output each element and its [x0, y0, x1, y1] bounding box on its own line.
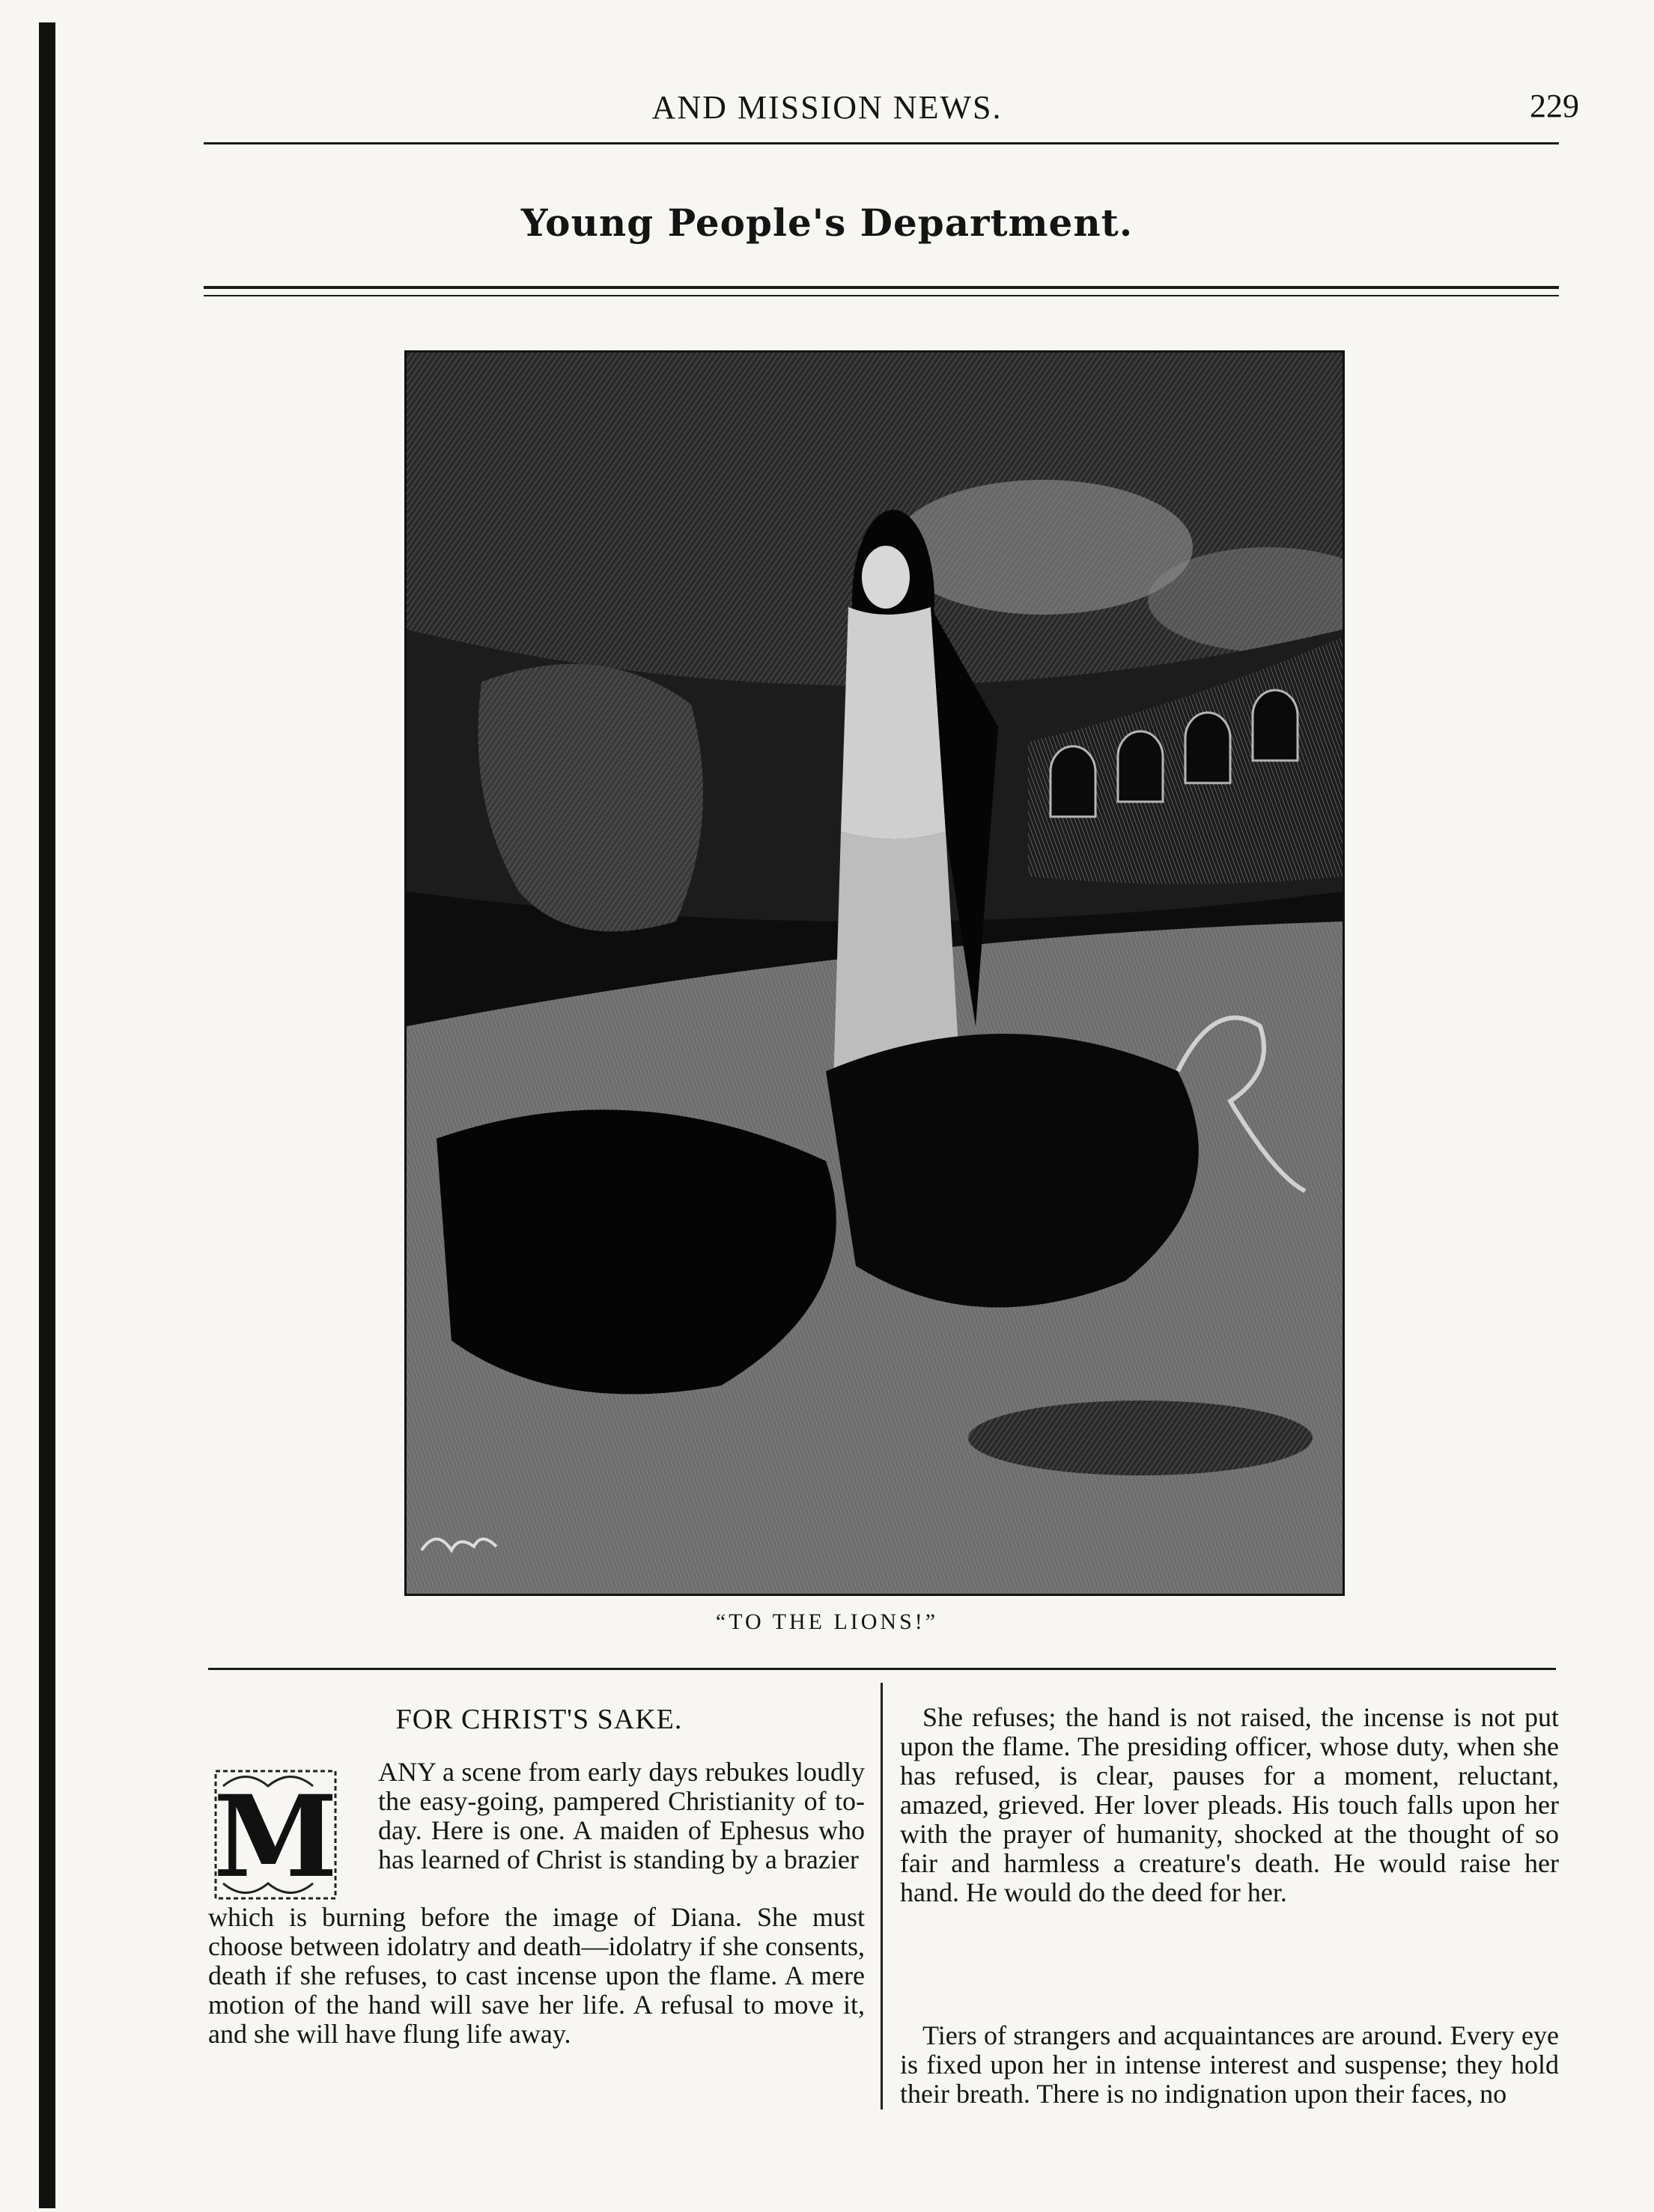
article-paragraph-2: She refuses; the hand is not raised, the incense is not put upon the flame. The presiding officer, whose duty, when she has refused, is clear, pauses for a moment, reluctant, amazed, grieved. Her lover pleads. His touch falls upon her with the prayer of humanity, shocked at the thought of so fair and harmless a creature's death. He would raise her hand. He would do the deed for her. — [900, 1702, 1559, 1907]
article-title: FOR CHRIST'S SAKE. — [395, 1704, 683, 1735]
cloud-light — [893, 480, 1193, 615]
department-rule-thick — [204, 286, 1559, 289]
article-paragraph-3: Tiers of strangers and acquaintances are around. Every eye is fixed upon her in intense interest and suspense; they hold their breath. There is no indignation upon their faces, no — [900, 2020, 1559, 2109]
department-heading: Young People's Department. — [520, 201, 1134, 245]
drop-cap-letter: M — [213, 1771, 338, 1903]
ornamental-drop-cap — [208, 1764, 343, 1904]
maiden-robe-upper — [841, 607, 946, 839]
page-number: 229 — [1530, 88, 1579, 124]
article-paragraph-1-continued: which is burning before the image of Diana. She must choose between idolatry and death—idolatry if she consents, death if she refuses, to cast incense upon the flame. A mere motion of the hand will save her life. A refusal to move it, and she will have flung life away. — [208, 1902, 865, 2049]
fallen-garment-hatching — [968, 1401, 1313, 1475]
engraving-scene — [407, 353, 1343, 1594]
running-title: AND MISSION NEWS. — [651, 89, 1003, 126]
column-divider — [881, 1683, 883, 2109]
engraving-illustration — [404, 350, 1345, 1596]
department-rule-thin — [204, 295, 1559, 296]
article-paragraph-1-start: ANY a scene from early days rebukes loudly the easy-going, pampered Christianity of to-day. Here is one. A maiden of Ephesus who has learned of Christ is standing by a brazier — [378, 1757, 865, 1874]
maiden-face — [862, 546, 910, 609]
illustration-caption: “TO THE LIONS!” — [715, 1609, 939, 1634]
page-binding-edge — [39, 22, 55, 2208]
caption-rule — [208, 1668, 1556, 1670]
header-rule — [204, 142, 1559, 144]
